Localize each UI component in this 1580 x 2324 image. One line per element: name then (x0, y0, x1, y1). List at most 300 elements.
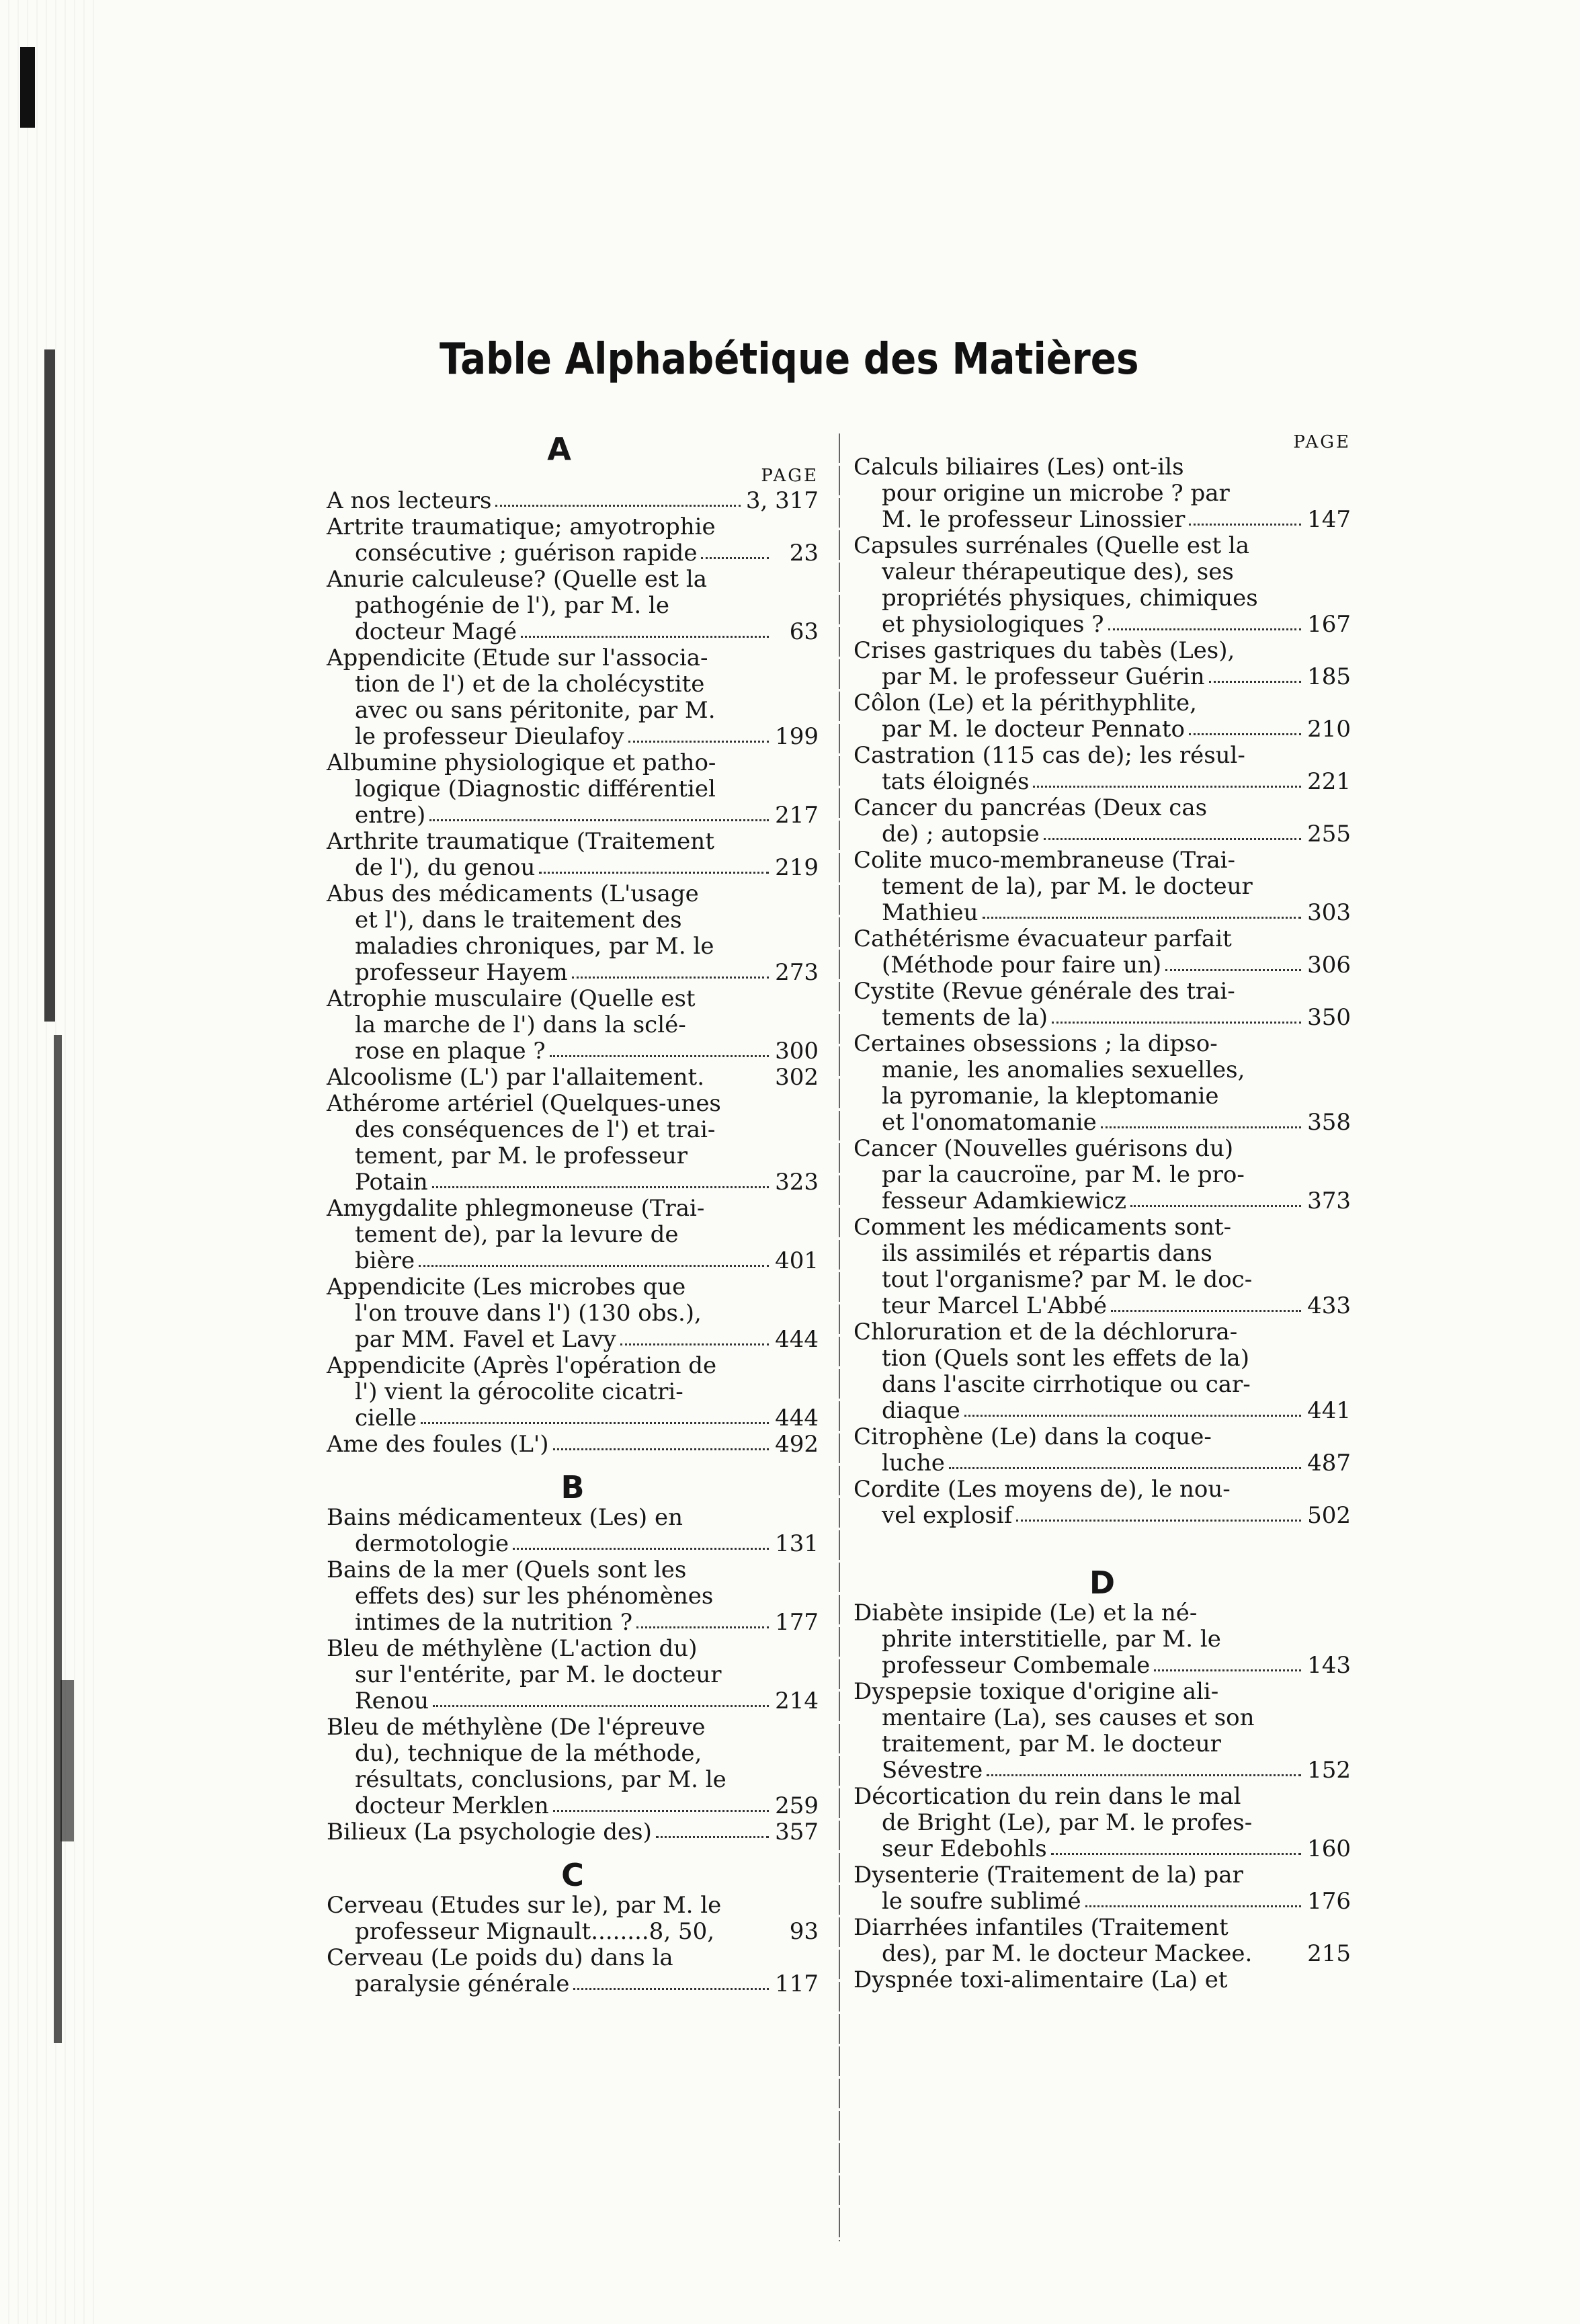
dot-leader (513, 1531, 769, 1550)
section-letter-c: C (561, 1857, 584, 1893)
column-divider (839, 433, 840, 2241)
entry-text: cielle (355, 1405, 417, 1431)
entry-text: dans l'ascite cirrhotique ou car- (882, 1371, 1251, 1398)
entry-line (854, 1626, 1351, 1653)
entry-line (854, 1941, 1351, 1967)
index-entry (854, 926, 1351, 979)
entry-line (854, 1450, 1351, 1477)
entry-text: tats éloignés (882, 768, 1030, 795)
entry-text: Arthrite traumatique (Traitement (327, 828, 714, 855)
index-entry (327, 1714, 819, 1819)
page-number: 357 (775, 1819, 819, 1845)
entry-text: (Méthode pour faire un) (882, 952, 1162, 979)
entry-line (854, 664, 1351, 690)
entry-line (327, 750, 819, 776)
index-entry (854, 795, 1351, 847)
dot-leader (1108, 612, 1301, 630)
index-entry (327, 1636, 819, 1714)
entry-text: Dyspepsie toxique d'origine ali- (854, 1678, 1219, 1705)
entry-text: Capsules surrénales (Quelle est la (854, 532, 1250, 559)
entry-line (327, 1274, 819, 1300)
entry-line (327, 960, 819, 986)
entry-text: la pyromanie, la kleptomanie (882, 1083, 1219, 1110)
page-number: 306 (1307, 952, 1351, 979)
entry-text: Comment les médicaments sont- (854, 1214, 1232, 1241)
entry-text: professeur Hayem (355, 959, 568, 986)
page-number: 259 (775, 1792, 819, 1819)
entry-text: Appendicite (Après l'opération de (327, 1352, 717, 1379)
entry-text: des conséquences de l') et trai- (355, 1116, 716, 1143)
entry-text: Athérome artériel (Quelques-unes (327, 1090, 721, 1117)
entry-text: Diarrhées infantiles (Traitement (854, 1914, 1229, 1941)
entry-text: Ame des foules (L') (327, 1431, 549, 1458)
entry-line (854, 1679, 1351, 1705)
entry-line (854, 1477, 1351, 1503)
dot-leader (419, 1248, 769, 1267)
entry-line (854, 900, 1351, 926)
page-number: 199 (775, 723, 819, 750)
entry-text: traitement, par M. le docteur (882, 1731, 1221, 1757)
entry-text: Alcoolisme (L') par l'allaitement. (327, 1064, 705, 1091)
entry-text: de l'), du genou (355, 854, 536, 881)
entry-line (327, 671, 819, 698)
entry-text: maladies chroniques, par M. le (355, 933, 714, 960)
dot-leader (433, 1688, 769, 1707)
entry-text: Cancer du pancréas (Deux cas (854, 794, 1208, 821)
index-entry (854, 1319, 1351, 1424)
dot-leader (550, 1038, 769, 1057)
page-number: 444 (775, 1405, 819, 1431)
entry-text: Cerveau (Le poids du) dans la (327, 1944, 673, 1971)
entry-line (854, 952, 1351, 979)
page-number: 117 (775, 1970, 819, 1997)
entry-line (854, 1398, 1351, 1424)
dot-leader (701, 540, 769, 559)
entry-line (854, 1862, 1351, 1889)
entry-text: entre) (355, 802, 426, 829)
dot-leader (1051, 1836, 1301, 1855)
entry-line (854, 874, 1351, 900)
entry-text: docteur Magé (355, 618, 517, 645)
entry-text: rose en plaque ? (355, 1038, 546, 1065)
entry-text: du), technique de la méthode, (355, 1740, 702, 1767)
entry-line (854, 1600, 1351, 1626)
entry-line (327, 1741, 819, 1767)
page-number: 23 (789, 540, 819, 567)
page-number: 219 (775, 854, 819, 881)
entry-text: consécutive ; guérison rapide (355, 540, 698, 567)
page-number: 152 (1307, 1757, 1351, 1784)
page-number: 401 (775, 1247, 819, 1274)
index-entry (854, 743, 1351, 795)
entry-line (854, 1005, 1351, 1031)
entry-line (854, 1319, 1351, 1345)
entry-line (327, 1379, 819, 1405)
section-letter-a: A (547, 431, 571, 467)
index-entry (327, 1557, 819, 1636)
entry-line (854, 1372, 1351, 1398)
index-entry (854, 533, 1351, 638)
dot-leader (1033, 769, 1301, 788)
entry-text: de) ; autopsie (882, 821, 1040, 847)
dot-leader (1189, 716, 1301, 735)
index-entry (327, 1353, 819, 1431)
entry-text: Atrophie musculaire (Quelle est (327, 985, 696, 1012)
entry-text: Cancer (Nouvelles guérisons du) (854, 1135, 1234, 1162)
entry-line (327, 1143, 819, 1169)
entry-line (854, 1915, 1351, 1941)
page-number: 221 (1307, 768, 1351, 795)
dot-leader (539, 855, 769, 874)
entry-text: manie, les anomalies sexuelles, (882, 1056, 1245, 1083)
page-number: 323 (775, 1169, 819, 1196)
entry-line (327, 593, 819, 619)
entry-line (854, 1784, 1351, 1810)
index-entry (854, 1915, 1351, 1967)
entry-line (854, 1757, 1351, 1784)
entry-line (854, 795, 1351, 821)
entry-text: pathogénie de l'), par M. le (355, 592, 669, 619)
index-entry (854, 1862, 1351, 1915)
page-number (1306, 1967, 1351, 1993)
page-number: 302 (775, 1064, 819, 1091)
entry-text: avec ou sans péritonite, par M. (355, 697, 716, 724)
index-entry (854, 1679, 1351, 1784)
entry-text: mentaire (La), ses causes et son (882, 1704, 1255, 1731)
entry-line (854, 638, 1351, 664)
entry-text: Dysenterie (Traitement de la) par (854, 1862, 1243, 1889)
page-number: 63 (789, 618, 819, 645)
entry-line (854, 533, 1351, 559)
entry-line (854, 1810, 1351, 1836)
dot-leader (1154, 1653, 1301, 1671)
entry-line (327, 1793, 819, 1819)
entry-line (327, 1688, 819, 1714)
entry-line (327, 776, 819, 802)
entry-line (854, 1057, 1351, 1083)
entry-line (327, 1971, 819, 1997)
entry-line (327, 1169, 819, 1196)
page-column-label: PAGE (1293, 432, 1351, 452)
entry-text: la marche de l') dans la sclé- (355, 1011, 686, 1038)
entry-line (327, 1945, 819, 1971)
index-entry (854, 1784, 1351, 1862)
entry-line (327, 1431, 819, 1458)
entry-line (327, 1012, 819, 1038)
entry-line (854, 1110, 1351, 1136)
dot-leader (1101, 1110, 1301, 1128)
entry-text: fesseur Adamkiewicz (882, 1188, 1127, 1214)
entry-line (327, 514, 819, 540)
entry-line (327, 986, 819, 1012)
entry-line (854, 612, 1351, 638)
scan-edge (0, 0, 101, 2324)
entry-text: des), par M. le docteur Mackee. (882, 1940, 1253, 1967)
entry-text: phrite interstitielle, par M. le (882, 1626, 1221, 1653)
entry-line (854, 1836, 1351, 1862)
entry-line (854, 1031, 1351, 1057)
index-entry (327, 1945, 819, 1997)
index-entry (327, 1196, 819, 1274)
dot-leader (964, 1398, 1301, 1417)
page-number: 373 (1307, 1188, 1351, 1214)
dot-leader (708, 1065, 769, 1083)
entry-text: valeur thérapeutique des), ses (882, 558, 1234, 585)
entry-line (327, 1531, 819, 1557)
entry-line (854, 1653, 1351, 1679)
entry-text: logique (Diagnostic différentiel (355, 776, 716, 802)
entry-line (854, 1503, 1351, 1529)
entry-text: Renou (355, 1688, 429, 1714)
dot-leader (1209, 664, 1301, 683)
section-gap (854, 1529, 1351, 1553)
page-number: 176 (1307, 1888, 1351, 1915)
entry-text: Amygdalite phlegmoneuse (Trai- (327, 1195, 705, 1222)
page-number: 441 (1307, 1397, 1351, 1424)
entry-line (327, 881, 819, 907)
dot-leader (628, 724, 769, 743)
entry-text: tout l'organisme? par M. le doc- (882, 1266, 1253, 1293)
entry-line (327, 1353, 819, 1379)
section-letter-b: B (560, 1469, 585, 1505)
index-entry (327, 1274, 819, 1353)
entry-text: Chloruration et de la déchlorura- (854, 1319, 1238, 1345)
entry-text: sur l'entérite, par M. le docteur (355, 1661, 722, 1688)
entry-line (327, 1662, 819, 1688)
index-entry (327, 1893, 819, 1945)
entry-text: de Bright (Le), par M. le profes- (882, 1809, 1253, 1836)
index-entry (854, 1424, 1351, 1477)
page-number: 303 (1307, 899, 1351, 926)
dot-leader (421, 1405, 769, 1424)
dot-leader (987, 1757, 1301, 1776)
index-entry (854, 847, 1351, 926)
entry-text: luche (882, 1450, 945, 1477)
entry-line (854, 1188, 1351, 1214)
index-entry (327, 1819, 819, 1845)
entry-text: Mathieu (882, 899, 979, 926)
page-number: 444 (775, 1326, 819, 1353)
entry-line (854, 769, 1351, 795)
page-number: 350 (1307, 1004, 1351, 1031)
dot-leader (1189, 507, 1301, 526)
entry-text: tement, par M. le professeur (355, 1143, 688, 1169)
entry-line (327, 1405, 819, 1431)
entry-text: le soufre sublimé (882, 1888, 1081, 1915)
index-entry (327, 881, 819, 986)
entry-line (327, 1196, 819, 1222)
index-entry (327, 514, 819, 567)
entry-line (327, 1636, 819, 1662)
entry-line (327, 540, 819, 567)
entry-line (854, 585, 1351, 612)
page-number: 433 (1307, 1292, 1351, 1319)
entry-text: Bains de la mer (Quels sont les (327, 1557, 687, 1583)
dot-leader (521, 619, 769, 638)
entry-line (327, 567, 819, 593)
entry-text: Appendicite (Les microbes que (327, 1274, 686, 1300)
entry-line (854, 1731, 1351, 1757)
entry-text: dermotologie (355, 1530, 509, 1557)
dot-leader (573, 1971, 769, 1990)
entry-text: Diabète insipide (Le) et la né- (854, 1600, 1198, 1626)
entry-line (327, 1505, 819, 1531)
entry-text: professeur Combemale (882, 1652, 1151, 1679)
entry-line (327, 1893, 819, 1919)
entry-line (327, 907, 819, 933)
entry-text: ils assimilés et répartis dans (882, 1240, 1212, 1267)
entry-line (854, 926, 1351, 952)
index-entry (854, 979, 1351, 1031)
entry-text: docteur Merklen (355, 1792, 549, 1819)
index-entry (327, 1431, 819, 1458)
entry-text: Bleu de méthylène (L'action du) (327, 1635, 698, 1662)
dot-leader (1085, 1889, 1301, 1907)
entry-line (854, 1705, 1351, 1731)
entry-text: Anurie calculeuse? (Quelle est la (327, 566, 708, 593)
entry-text: Côlon (Le) et la périthyphlite, (854, 690, 1197, 716)
page-number: 160 (1307, 1835, 1351, 1862)
entry-text: par MM. Favel et Lavy (355, 1326, 616, 1353)
dot-leader (429, 802, 769, 821)
entry-text: Sévestre (882, 1757, 983, 1784)
entry-text: Artrite traumatique; amyotrophie (327, 513, 716, 540)
entry-line (854, 690, 1351, 716)
dot-leader (949, 1450, 1301, 1469)
entry-line (854, 1424, 1351, 1450)
entry-text: Bilieux (La psychologie des) (327, 1819, 652, 1845)
entry-line (854, 1889, 1351, 1915)
entry-text: A nos lecteurs (327, 487, 492, 514)
page-number: 300 (775, 1038, 819, 1065)
scan-mark (60, 1680, 74, 1841)
index-entry (854, 1136, 1351, 1214)
entry-line (327, 1091, 819, 1117)
entry-text: Castration (115 cas de); les résul- (854, 742, 1245, 769)
index-entry (327, 1505, 819, 1557)
entry-line (327, 1065, 819, 1091)
dot-leader (553, 1431, 769, 1450)
page-number: 214 (775, 1688, 819, 1714)
entry-line (327, 933, 819, 960)
entry-text: Crises gastriques du tabès (Les), (854, 637, 1235, 664)
entry-line (854, 1293, 1351, 1319)
entry-text: et l'onomatomanie (882, 1109, 1097, 1136)
entry-text: Albumine physiologique et patho- (327, 749, 716, 776)
entry-text: Citrophène (Le) dans la coque- (854, 1423, 1212, 1450)
entry-text: Certaines obsessions ; la dipso- (854, 1030, 1218, 1057)
entry-text: Bains médicamenteux (Les) en (327, 1504, 683, 1531)
entry-line (327, 488, 819, 514)
page-number: 177 (775, 1609, 819, 1636)
page-number: 185 (1307, 663, 1351, 690)
page-number: 217 (775, 802, 819, 829)
index-entry (854, 1214, 1351, 1319)
entry-text: Abus des médicaments (L'usage (327, 880, 699, 907)
scan-mark (54, 1035, 62, 2043)
entry-text: bière (355, 1247, 415, 1274)
index-entry (854, 638, 1351, 690)
entry-line (327, 1714, 819, 1741)
scan-mark (44, 349, 55, 1022)
left-column (327, 433, 819, 1997)
index-entry (327, 645, 819, 750)
entry-text: et physiologiques ? (882, 611, 1104, 638)
entry-text: le professeur Dieulafoy (355, 723, 624, 750)
entry-text: Décortication du rein dans le mal (854, 1783, 1241, 1810)
entry-text: par M. le professeur Guérin (882, 663, 1205, 690)
entry-line (854, 716, 1351, 743)
index-entry (327, 488, 819, 514)
entry-line (327, 724, 819, 750)
dot-leader (656, 1819, 769, 1838)
dot-leader (1165, 952, 1301, 971)
dot-leader (553, 1793, 769, 1812)
dot-leader (1130, 1188, 1301, 1207)
entry-line (327, 802, 819, 829)
dot-leader (572, 960, 769, 979)
entry-line (854, 979, 1351, 1005)
entry-text: Cordite (Les moyens de), le nou- (854, 1476, 1231, 1503)
entry-text: Dyspnée toxi-alimentaire (La) et (854, 1966, 1228, 1993)
dot-leader (636, 1610, 769, 1628)
page-number: 131 (775, 1530, 819, 1557)
entry-text: Cystite (Revue générale des trai- (854, 978, 1235, 1005)
page-number: 273 (775, 959, 819, 986)
page-number: 492 (775, 1431, 819, 1458)
entry-line (854, 847, 1351, 874)
entry-line (854, 1214, 1351, 1241)
entry-line (854, 1136, 1351, 1162)
page-number: 255 (1307, 821, 1351, 847)
entry-text: Appendicite (Etude sur l'associa- (327, 645, 708, 671)
entry-line (854, 1162, 1351, 1188)
entry-line (327, 1300, 819, 1327)
entry-text: tion (Quels sont les effets de la) (882, 1345, 1249, 1372)
entry-text: tement de), par la levure de (355, 1221, 679, 1248)
entry-line (327, 1610, 819, 1636)
entry-line (327, 1767, 819, 1793)
index-entry (327, 1065, 819, 1091)
dot-leader (495, 488, 740, 507)
entry-text: Bleu de méthylène (De l'épreuve (327, 1714, 706, 1741)
entry-line (327, 1583, 819, 1610)
dot-leader (1052, 1005, 1301, 1024)
entry-text: l') vient la gérocolite cicatri- (355, 1378, 683, 1405)
index-entry (327, 986, 819, 1065)
entry-line (854, 1345, 1351, 1372)
index-entry (854, 1600, 1351, 1679)
entry-line (327, 619, 819, 645)
entry-text: tements de la) (882, 1004, 1048, 1031)
entry-text: vel explosif (882, 1502, 1013, 1529)
entry-text: Cathétérisme évacuateur parfait (854, 925, 1232, 952)
entry-text: tement de la), par M. le docteur (882, 873, 1253, 900)
entry-text: Colite muco-membraneuse (Trai- (854, 847, 1235, 874)
entry-line (327, 1038, 819, 1065)
dot-leader (718, 1919, 769, 1938)
index-entry (327, 829, 819, 881)
index-entry (854, 454, 1351, 533)
entry-line (327, 1919, 819, 1945)
dot-leader (1256, 1941, 1301, 1960)
entry-text: par la caucroïne, par M. le pro- (882, 1161, 1245, 1188)
entry-line (854, 1967, 1351, 1993)
dot-leader (620, 1327, 769, 1345)
page-number: 215 (1307, 1940, 1351, 1967)
entry-text: et l'), dans le traitement des (355, 907, 682, 933)
entry-line (327, 1222, 819, 1248)
